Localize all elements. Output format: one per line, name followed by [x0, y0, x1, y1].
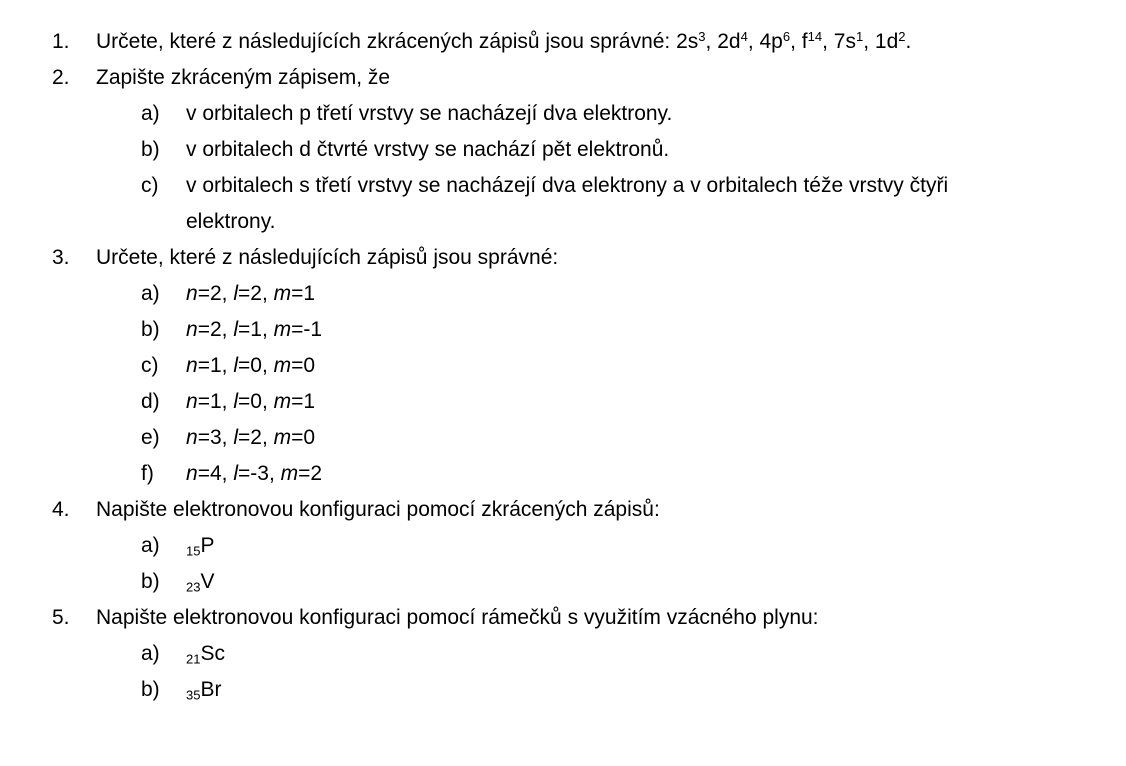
notation: $f^{14}$,	[801, 28, 834, 53]
subitem-letter: b)	[141, 570, 160, 593]
question-number: 5.	[52, 606, 70, 629]
subitem-letter: d)	[141, 390, 160, 413]
subitem-5b	[0, 672, 1126, 708]
worksheet	[0, 24, 1126, 708]
notation: $7s^1$,	[833, 28, 875, 53]
question-1	[0, 24, 1126, 60]
quantum-numbers: n=1, l=0, m=1	[186, 390, 316, 413]
question-text: Napište elektronovou konfiguraci pomocí rámečků s využitím vzácného plynu:	[96, 606, 819, 629]
subitem-letter: a)	[141, 642, 160, 665]
subitem-4b	[0, 564, 1126, 600]
subitem-letter: f)	[141, 462, 154, 485]
subitem-3c	[0, 348, 1126, 384]
subitem-letter: a)	[141, 534, 160, 557]
question-number: 3.	[52, 246, 70, 269]
subitem-3a	[0, 276, 1126, 312]
subitem-text: v orbitalech s třetí vrstvy se nacházejí dva elektrony a v orbitalech téže vrstvy čtyři	[186, 174, 949, 197]
subitem-letter: e)	[141, 426, 160, 449]
subitem-letter: a)	[141, 282, 160, 305]
quantum-numbers: n=2, l=2, m=1	[186, 282, 316, 305]
notation: $2s^3$,	[676, 28, 718, 53]
question-text: Určete, které z následujících zápisů jsou správné:	[96, 246, 559, 269]
question-number: 1.	[52, 30, 70, 53]
question-text: Zapište zkráceným zápisem, že	[96, 66, 391, 89]
question-text: Napište elektronovou konfiguraci pomocí zkrácených zápisů:	[96, 498, 660, 521]
element-symbol: $_{15}$P	[186, 534, 215, 559]
subitem-letter: c)	[141, 354, 159, 377]
subitem-letter: c)	[141, 174, 159, 197]
element-symbol: $_{23}$V	[186, 570, 215, 595]
subitem-letter: b)	[141, 138, 160, 161]
subitem-letter: b)	[141, 318, 160, 341]
subitem-3e	[0, 420, 1126, 456]
question-number: 4.	[52, 498, 70, 521]
quantum-numbers: n=4, l=-3, m=2	[186, 462, 323, 485]
subitem-letter: b)	[141, 678, 160, 701]
question-2	[0, 60, 1126, 96]
question-4	[0, 492, 1126, 528]
subitem-2b	[0, 132, 1126, 168]
quantum-numbers: n=1, l=0, m=0	[186, 354, 316, 377]
subitem-2c-continuation	[0, 204, 1126, 240]
subitem-letter: a)	[141, 102, 160, 125]
subitem-text: v orbitalech d čtvrté vrstvy se nachází pět elektronů.	[186, 138, 670, 161]
quantum-numbers: n=2, l=1, m=-1	[186, 318, 323, 341]
notation: $4p^6$,	[759, 28, 802, 53]
question-5	[0, 600, 1126, 636]
subitem-5a	[0, 636, 1126, 672]
quantum-numbers: n=3, l=2, m=0	[186, 426, 316, 449]
subitem-3d	[0, 384, 1126, 420]
subitem-3b	[0, 312, 1126, 348]
subitem-text: v orbitalech p třetí vrstvy se nacházejí dva elektrony.	[186, 102, 673, 125]
element-symbol: $_{35}$Br	[186, 678, 222, 703]
question-number: 2.	[52, 66, 70, 89]
question-3	[0, 240, 1126, 276]
subitem-4a	[0, 528, 1126, 564]
notation: $2d^4$,	[717, 28, 760, 53]
subitem-3f	[0, 456, 1126, 492]
question-text: Určete, které z následujících zkrácených zápisů jsou správné: $2s^3$, $2d^4$, $4p^6$, $f^{14}$, $7s^1$, $1d^2$.	[96, 28, 912, 53]
subitem-2a	[0, 96, 1126, 132]
subitem-2c	[0, 168, 1126, 204]
subitem-text-continuation: elektrony.	[186, 210, 276, 233]
element-symbol: $_{21}$Sc	[186, 642, 225, 667]
notation: $1d^2$.	[874, 28, 912, 53]
